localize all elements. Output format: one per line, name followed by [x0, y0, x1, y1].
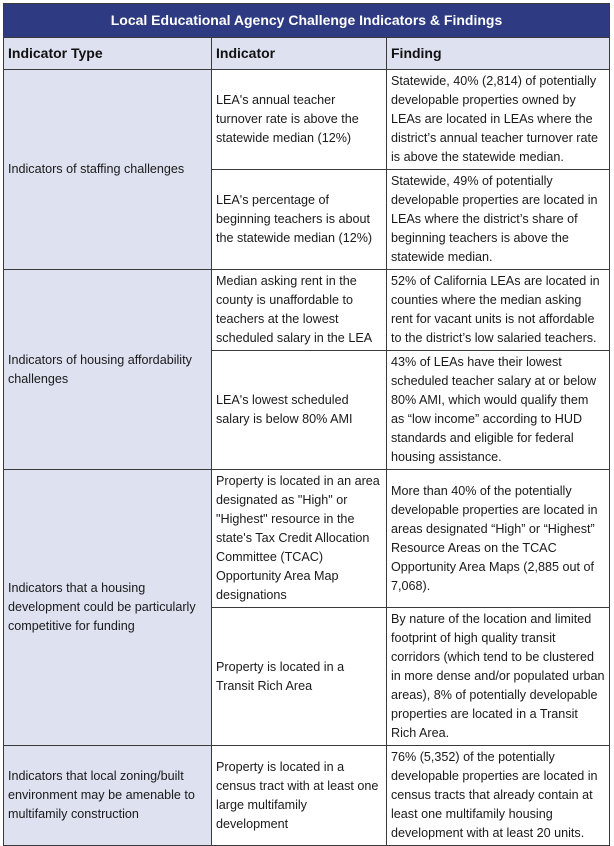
header-finding: Finding [387, 38, 610, 70]
table-title: Local Educational Agency Challenge Indicators & Findings [4, 4, 610, 38]
indicator-cell: Property is located in an area designated as "High" or "Highest" resource in the state's Tax Credit Allocation Committee (TCAC) Opportunity Area Map designations [212, 470, 387, 608]
table-row [4, 70, 610, 170]
indicator-type-staffing: Indicators of staffing challenges [4, 70, 212, 270]
indicator-type-zoning: Indicators that local zoning/built environment may be amenable to multifamily construction [4, 746, 212, 846]
finding-cell: 76% (5,352) of the potentially developable properties are located in census tracts that already contain at least one multifamily housing development with at least 20 units. [387, 746, 610, 846]
indicator-cell: Property is located in a census tract with at least one large multifamily development [212, 746, 387, 846]
header-row [4, 38, 610, 70]
finding-cell: 43% of LEAs have their lowest scheduled teacher salary at or below 80% AMI, which would qualify them as “low income” according to HUD standards and eligible for federal housing assistance. [387, 351, 610, 470]
indicator-cell: LEA's percentage of beginning teachers is about the statewide median (12%) [212, 170, 387, 270]
header-indicator: Indicator [212, 38, 387, 70]
indicator-cell: LEA's annual teacher turnover rate is above the statewide median (12%) [212, 70, 387, 170]
table-row [4, 470, 610, 608]
finding-cell: By nature of the location and limited footprint of high quality transit corridors (which tend to be clustered in more dense and/or populated urban areas), 8% of potentially developable properties are located in a Transit Rich Area. [387, 608, 610, 746]
indicator-cell: LEA's lowest scheduled salary is below 80% AMI [212, 351, 387, 470]
header-indicator-type: Indicator Type [4, 38, 212, 70]
findings-table [3, 3, 610, 846]
finding-cell: 52% of California LEAs are located in counties where the median asking rent for vacant units is not affordable to the district’s low salaried teachers. [387, 270, 610, 351]
finding-cell: Statewide, 40% (2,814) of potentially developable properties owned by LEAs are located in LEAs where the district’s annual teacher turnover rate is above the statewide median. [387, 70, 610, 170]
indicator-cell: Median asking rent in the county is unaffordable to teachers at the lowest scheduled salary in the LEA [212, 270, 387, 351]
finding-cell: Statewide, 49% of potentially developable properties are located in LEAs where the district’s share of beginning teachers is above the statewide median. [387, 170, 610, 270]
finding-cell: More than 40% of the potentially developable properties are located in areas designated “High” or “Highest” Resource Areas on the TCAC Opportunity Area Maps (2,885 out of 7,068). [387, 470, 610, 608]
indicator-type-competitive-funding: Indicators that a housing development could be particularly competitive for funding [4, 470, 212, 746]
indicator-type-housing-affordability: Indicators of housing affordability challenges [4, 270, 212, 470]
table-row [4, 270, 610, 351]
indicator-cell: Property is located in a Transit Rich Area [212, 608, 387, 746]
table-row [4, 746, 610, 846]
